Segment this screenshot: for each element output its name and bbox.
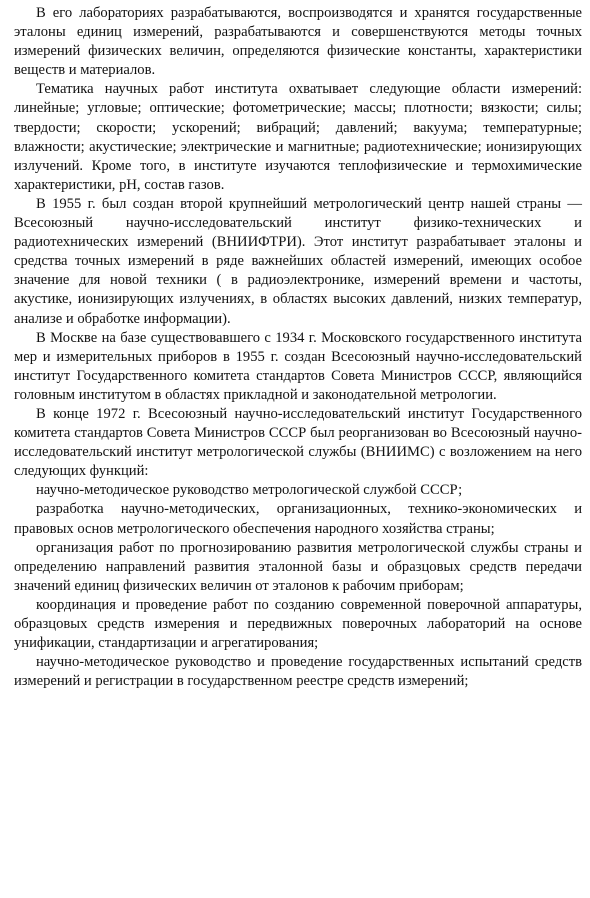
paragraph-moscow-institute: В Москве на базе существовавшего с 1934 г. Московского государственного института мер и измерительных приборов в 1955 г. создан Всесоюзный научно-исследовательский институт Государственного комитета стандартов Совета Министров СССР, являющийся головным институтом в областях прикладной и законодательной метрологии.	[14, 329, 582, 403]
list-item-forecasting: организация работ по прогнозированию развития метрологической службы страны и определению направлений развития эталонной базы и образцовых средств передачи значений единиц физических величин от эталонов к рабочим приборам;	[14, 539, 582, 594]
paragraph-vniiftri: В 1955 г. был создан второй крупнейший метрологический центр нашей страны — Всесоюзный научно-исследовательский институт физико-технических и радиотехнических измерений (ВНИИФТРИ). Этот институт разрабатывает эталоны и средства точных измерений в ряде важнейших областей измерений, имеющих особое значение для новой техники ( в радиоэлектронике, измерений времени и частоты, акустике, ионизирующих излучениях, в областях высоких давлений, низких температур, анализе и обработке информации).	[14, 195, 582, 327]
list-item-development-foundations: разработка научно-методических, организационных, технико-экономических и правовых основ метрологического обеспечения народного хозяйства страны;	[14, 501, 582, 537]
list-item-state-testing: научно-методическое руководство и проведение государственных испытаний средств измерений и регистрации в государственном реестре средств измерений;	[14, 654, 582, 690]
paragraph-vniims: В конце 1972 г. Всесоюзный научно-исследовательский институт Государственного комитета стандартов Совета Министров СССР был реорганизован во Всесоюзный научно-исследовательский институт метрологической службы (ВНИИМС) с возложением на него следующих функций:	[14, 405, 582, 480]
list-item-coordination: координация и проведение работ по созданию современной поверочной аппаратуры, образцовых средств измерения и передвижных поверочных лабораторий на основе унификации, стандартизации и агрегатирования;	[14, 596, 582, 652]
list-item-methodical-guidance: научно-методическое руководство метрологической службой СССР;	[36, 482, 463, 499]
paragraph-research-areas: Тематика научных работ института охватывает следующие области измерений: линейные; угловые; оптические; фотометрические; массы; плотности; вязкости; силы; твердости; скорости; ускорений; вибраций; давлений; вакуума; температурные; влажности; акустические; электрические и магнитные; радиотехнические; ионизирующих излучений. Кроме того, в институте изучаются теплофизические и термохимические характеристики, pH, состав газов.	[14, 81, 582, 193]
paragraph-laboratories: В его лабораториях разрабатываются, воспроизводятся и хранятся государственные эталоны единиц измерений, разрабатываются и совершенствуются методы точных измерений физических величин, определяются физические константы, характеристики веществ и материалов.	[14, 5, 582, 79]
